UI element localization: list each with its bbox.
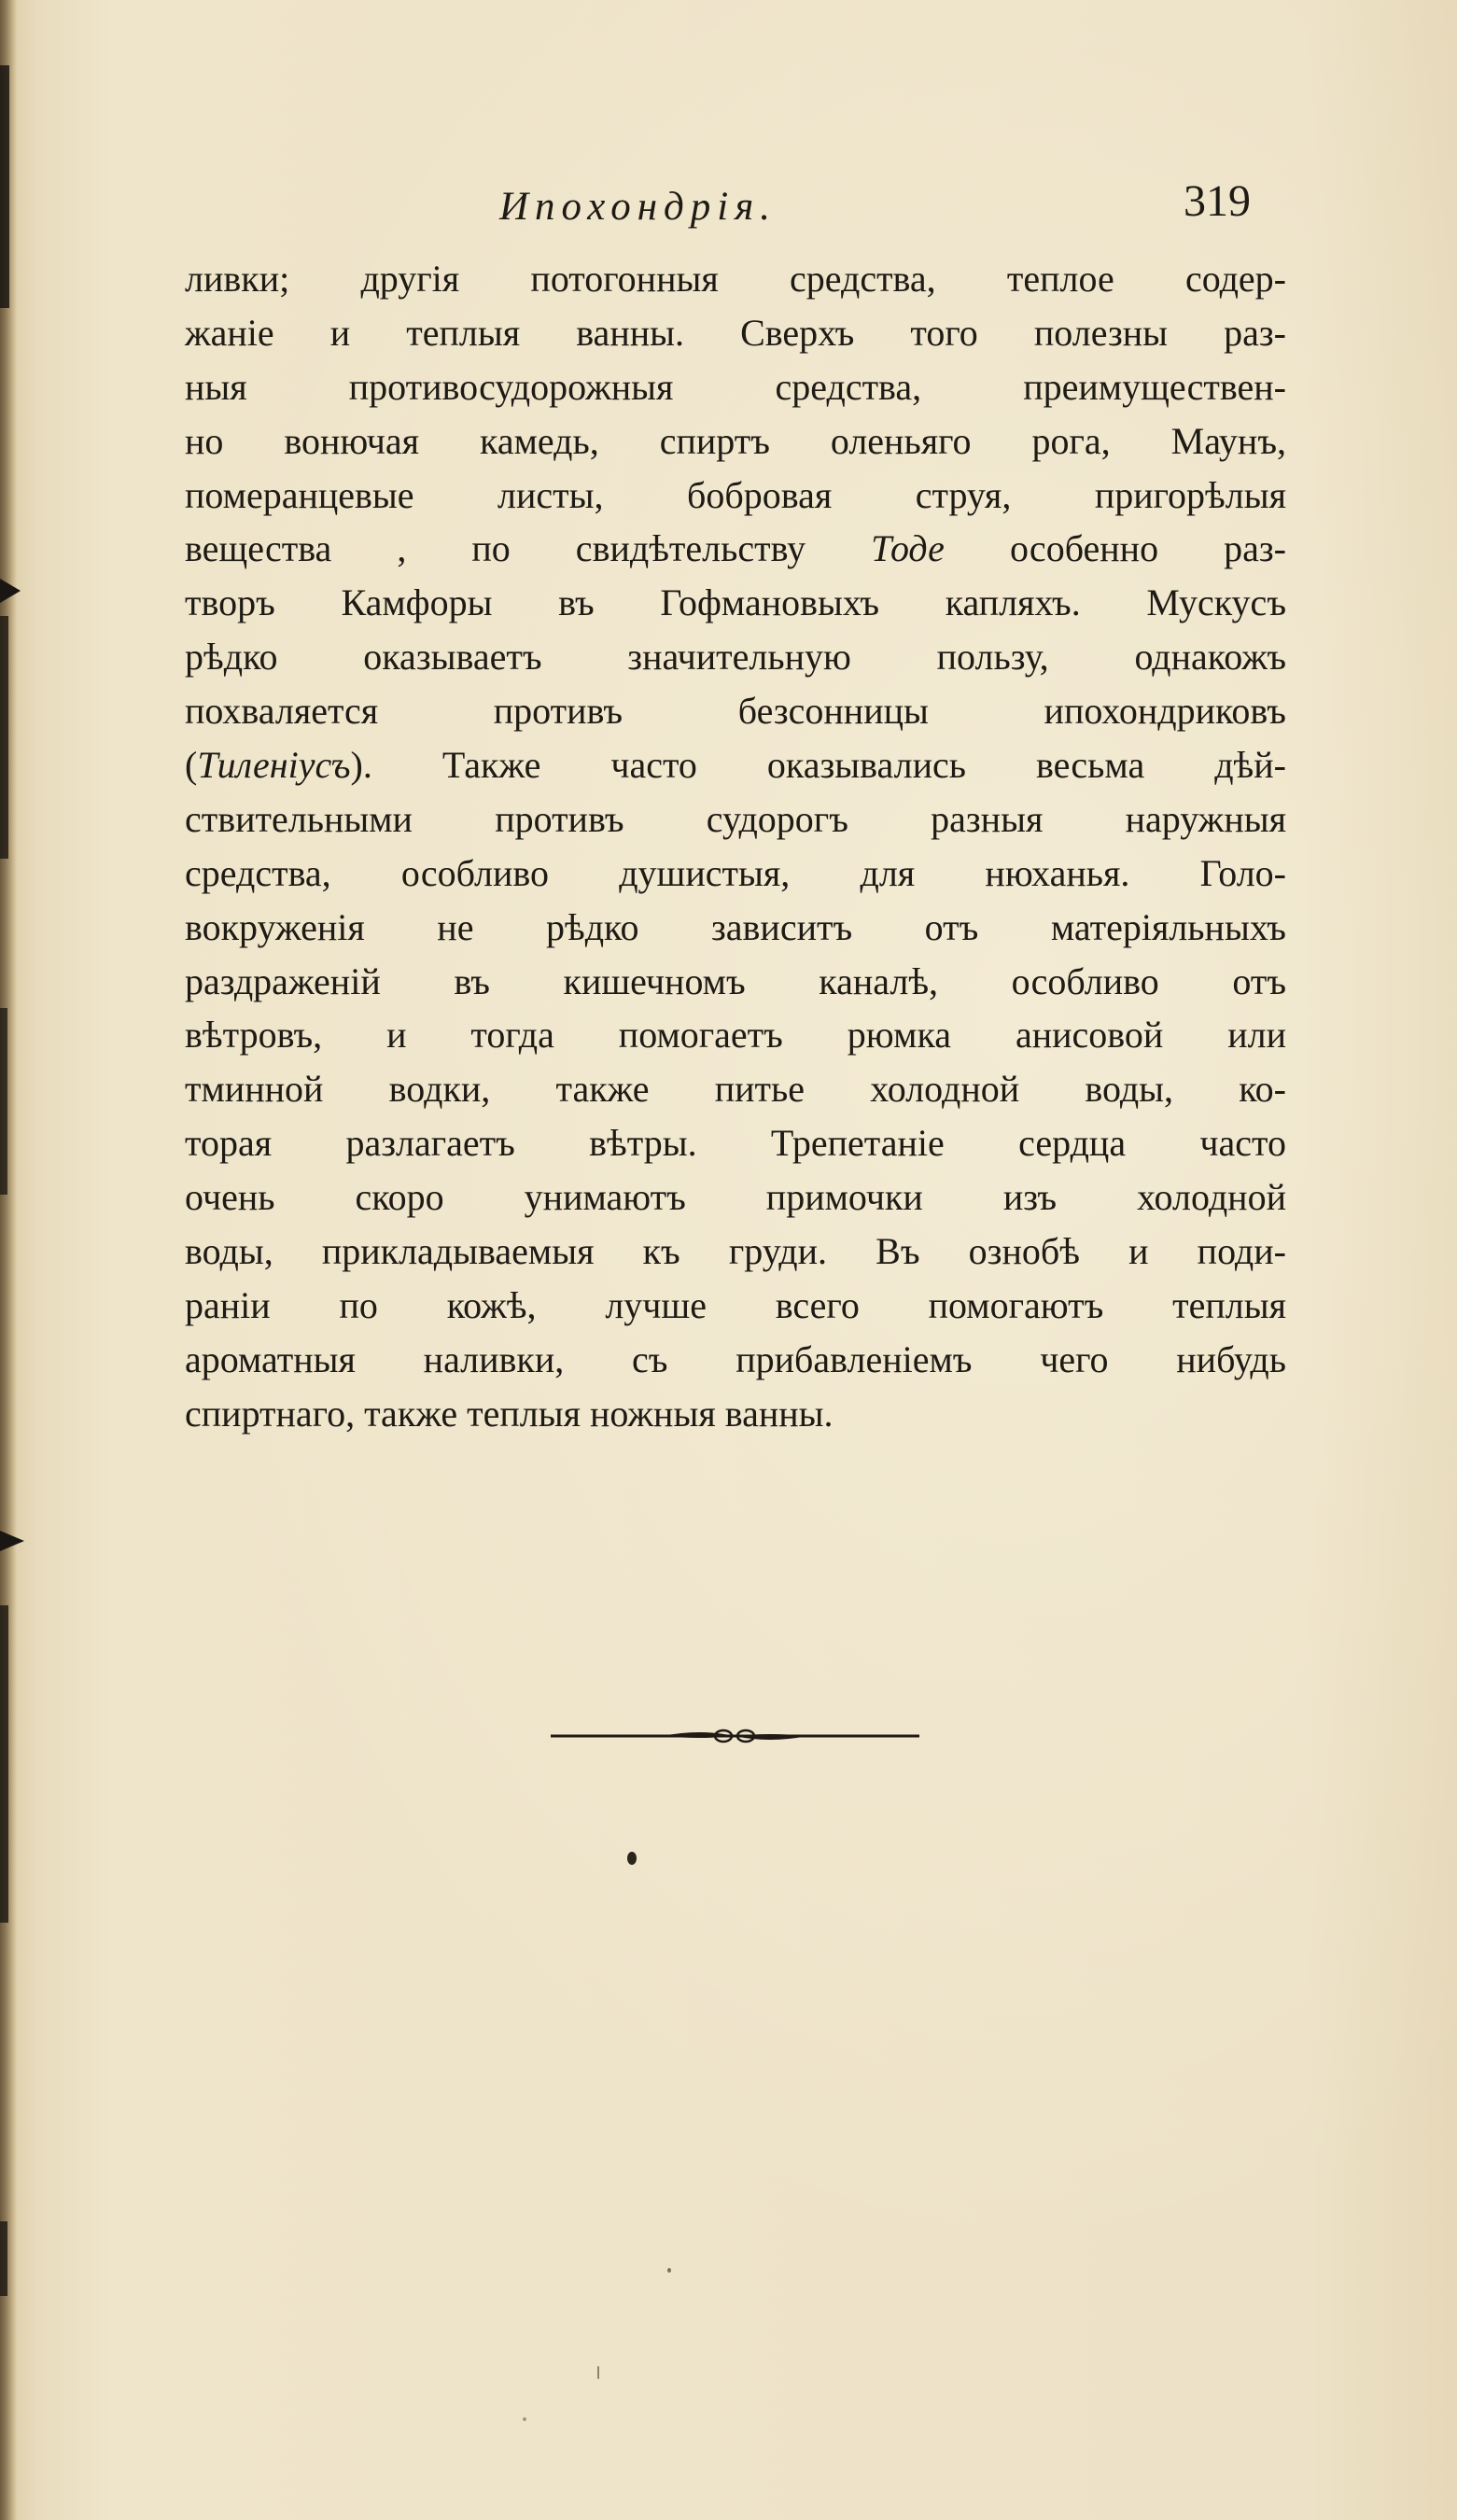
text-line: ароматныя наливки, съ прибавленiемъ чего нибудь xyxy=(185,1337,1286,1380)
text-line: жанiе и теплыя ванны. Сверхъ того полезны раз- xyxy=(185,311,1286,354)
text-line: ранiи по кожѣ, лучше всего помогаютъ теплыя xyxy=(185,1283,1286,1326)
text-segment: особенно раз- xyxy=(944,527,1286,570)
text-line: воды, прикладываемыя къ груди. Въ ознобѣ и поди- xyxy=(185,1230,1286,1273)
page-edge-mark xyxy=(0,65,9,308)
page-edge-mark xyxy=(0,1605,8,1923)
page-edge-mark xyxy=(0,1008,7,1195)
text-line: вѣтровъ, и тогда помогаетъ рюмка анисовой или xyxy=(185,1014,1286,1057)
text-line: ливки; другiя потогонныя средства, теплое содер- xyxy=(185,258,1286,300)
text-line: ныя противосудорожныя средства, преимуществен- xyxy=(185,365,1286,408)
text-line: померанцевые листы, бобровая струя, пригорѣлыя xyxy=(185,473,1286,516)
text-line: но вонючая камедь, спиртъ оленьяго рога, Маунъ, xyxy=(185,419,1286,462)
text-segment: вещества , по свидѣтельству xyxy=(185,527,872,570)
text-line: очень скоро унимаютъ примочки изъ холодной xyxy=(185,1176,1286,1219)
body-text xyxy=(185,252,1286,1441)
author-name-italic: Тиленiусъ xyxy=(197,744,351,787)
text-line: раздраженiй въ кишечномъ каналѣ, особливо отъ xyxy=(185,959,1286,1002)
text-segment: ). Также часто оказывались весьма дѣй- xyxy=(350,744,1286,787)
ink-speck xyxy=(667,2268,671,2273)
binding-edge xyxy=(0,0,17,2520)
page-edge-mark xyxy=(0,616,8,859)
text-line xyxy=(185,738,1286,792)
text-line: тминной водки, также питье холодной воды, ко- xyxy=(185,1068,1286,1111)
ink-speck xyxy=(627,1852,637,1865)
section-end-ornament xyxy=(551,1725,919,1747)
text-line: похваляется противъ безсонницы ипохондриковъ xyxy=(185,690,1286,733)
text-line: рѣдко оказываетъ значительную пользу, однакожъ xyxy=(185,636,1286,679)
text-line: торая разлагаетъ вѣтры. Трепетанiе сердца часто xyxy=(185,1122,1286,1165)
text-line: спиртнаго, также теплыя ножныя ванны. xyxy=(185,1392,834,1435)
text-line: творъ Камфоры въ Гофмановыхъ капляхъ. Мускусъ xyxy=(185,581,1286,624)
page-edge-mark xyxy=(0,2221,7,2296)
ink-speck xyxy=(523,2417,526,2421)
text-segment: ( xyxy=(185,744,198,787)
text-line: вокруженiя не рѣдко зависитъ отъ матерiяльныхъ xyxy=(185,905,1286,948)
running-head: Ипохондрiя. xyxy=(499,185,777,229)
text-line: средства, особливо душистыя, для нюханья. Голо- xyxy=(185,851,1286,894)
page-number: 319 xyxy=(1184,176,1251,226)
page-header xyxy=(177,176,1279,235)
text-line xyxy=(185,522,1286,576)
author-name-italic: Тоде xyxy=(871,527,945,570)
text-line: ствительными противъ судорогъ разныя наружныя xyxy=(185,797,1286,840)
ink-speck xyxy=(597,2366,599,2379)
